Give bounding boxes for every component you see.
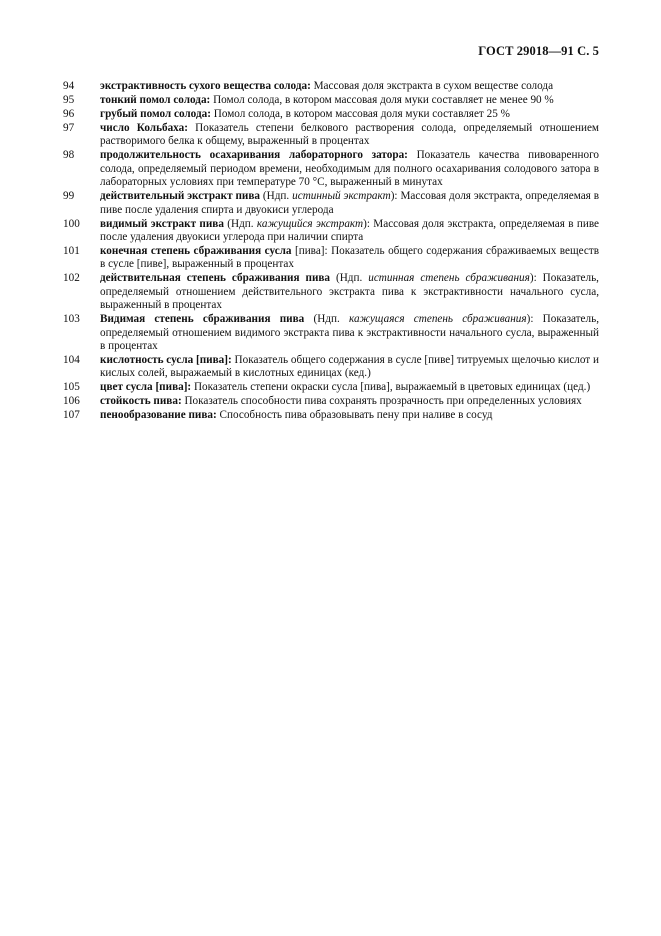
term-definition: Помол солода, в котором массовая доля муки составляет 25 % [210, 108, 510, 120]
term-body [100, 354, 599, 381]
term-note: (Ндп. [304, 313, 349, 326]
term-name: Видимая степень сбраживания пива [100, 313, 305, 326]
term-definition: Показатель степени белкового растворения солода, определяемый отношением растворимого белка к общему, выраженный в процентах [100, 122, 599, 148]
term-definition: Помол солода, в котором массовая доля муки составляет не менее 90 % [210, 94, 554, 106]
term-list [63, 80, 599, 423]
term-name: конечная степень сбраживания сусла [100, 245, 292, 258]
term-definition: Массовая доля экстракта в сухом веществе солода [310, 80, 554, 92]
term-entry [63, 190, 599, 217]
page-header: ГОСТ 29018—91 С. 5 [478, 44, 599, 58]
term-entry [63, 354, 599, 381]
term-entry [63, 149, 599, 189]
term-name: цвет сусла [пива]: [100, 381, 192, 394]
term-name: кислотность сусла [пива]: [100, 354, 232, 367]
term-note-end: ): [529, 272, 537, 285]
term-synonym: кажущаяся степень сбраживания [348, 313, 527, 326]
term-name: тонкий помол солода: [100, 94, 211, 106]
term-name: пенообразование пива: [100, 409, 217, 422]
term-name: видимый экстракт пива [100, 217, 224, 230]
term-definition: Показатель качества пивоваренного солода, определяемый периодом времени, необходимым для полного осахаривания солодового затора в лабораторных условиях при температуре 70 °C, выраженный в минутах [100, 149, 599, 189]
term-definition: Массовая доля экстракта, определяемая в пиве после удаления двуокиси углерода при наличии спирта [100, 217, 599, 244]
term-number: 97 [63, 122, 75, 134]
term-body [100, 149, 599, 189]
term-definition: Показатель, определяемый отношением видимого экстракта пива к экстрактивности начального сусла, выраженный в процентах [100, 313, 599, 353]
term-body [100, 108, 599, 121]
term-body [100, 381, 599, 394]
term-entry [63, 313, 599, 353]
term-synonym: истинный экстракт [292, 190, 391, 203]
term-body [100, 272, 599, 312]
term-name: действительный экстракт пива [100, 190, 261, 203]
term-body [100, 245, 599, 272]
term-entry [63, 108, 599, 121]
term-synonym: истинная степень сбраживания [368, 272, 530, 285]
term-number: 104 [63, 354, 80, 367]
term-note-end: ): [363, 217, 370, 230]
term-name: число Кольбаха: [100, 122, 188, 134]
term-name: стойкость пива: [100, 395, 182, 408]
term-definition: Показатель, определяемый отношением действительного экстракта пива к экстрактивности начального сусла, выраженный в процентах [100, 272, 599, 312]
term-number: 94 [63, 80, 75, 92]
term-body [100, 80, 599, 93]
term-number: 96 [63, 108, 75, 120]
term-entry [63, 395, 599, 408]
term-body [100, 313, 599, 353]
term-entry [63, 381, 599, 394]
term-body [100, 94, 599, 107]
term-definition: Показатель общего содержания сбраживаемых веществ в сусле [пиве], выраженный в процентах [100, 245, 599, 271]
term-entry [63, 409, 599, 422]
term-body [100, 190, 599, 217]
term-entry [63, 245, 599, 272]
term-number: 101 [63, 245, 80, 258]
term-definition: Способность пива образовывать пену при наливе в сосуд [216, 409, 493, 422]
term-number: 105 [63, 381, 80, 394]
term-entry [63, 94, 599, 107]
term-definition: Показатель степени окраски сусла [пива], выражаемый в цветовых единицах (цед.) [191, 381, 591, 394]
term-note: (Ндп. [260, 190, 293, 203]
term-entry [63, 80, 599, 93]
term-note: [пива]: [291, 245, 328, 258]
term-number: 106 [63, 395, 80, 408]
term-note-end: ): [526, 313, 534, 326]
term-number: 107 [63, 409, 80, 422]
term-definition: Показатель способности пива сохранять прозрачность при определенных условиях [181, 395, 582, 408]
term-number: 102 [63, 272, 80, 285]
term-body [100, 395, 599, 408]
term-name: продолжительность осахаривания лабораторного затора: [100, 149, 408, 162]
term-entry [63, 122, 599, 149]
term-name: экстрактивность сухого вещества солода: [100, 80, 311, 92]
term-number: 99 [63, 190, 75, 203]
term-body [100, 218, 599, 245]
term-synonym: кажущийся экстракт [256, 217, 364, 230]
term-body [100, 122, 599, 149]
term-entry [63, 218, 599, 245]
term-entry [63, 272, 599, 312]
term-number: 98 [63, 149, 75, 162]
term-body [100, 409, 599, 422]
term-name: действительная степень сбраживания пива [100, 272, 331, 285]
term-number: 103 [63, 313, 80, 326]
term-note: (Ндп. [330, 272, 369, 285]
term-definition: Массовая доля экстракта, определяемая в пиве после удаления спирта и двуокиси углерода [100, 190, 600, 216]
term-note-end: ): [390, 190, 398, 203]
term-number: 95 [63, 94, 75, 106]
term-name: грубый помол солода: [100, 108, 211, 120]
term-note: (Ндп. [223, 217, 257, 230]
term-definition: Показатель общего содержания в сусле [пиве] титруемых щелочью кислот и кислых солей, выражаемый в кислотных единицах (кед.) [100, 354, 599, 380]
term-number: 100 [63, 217, 80, 230]
